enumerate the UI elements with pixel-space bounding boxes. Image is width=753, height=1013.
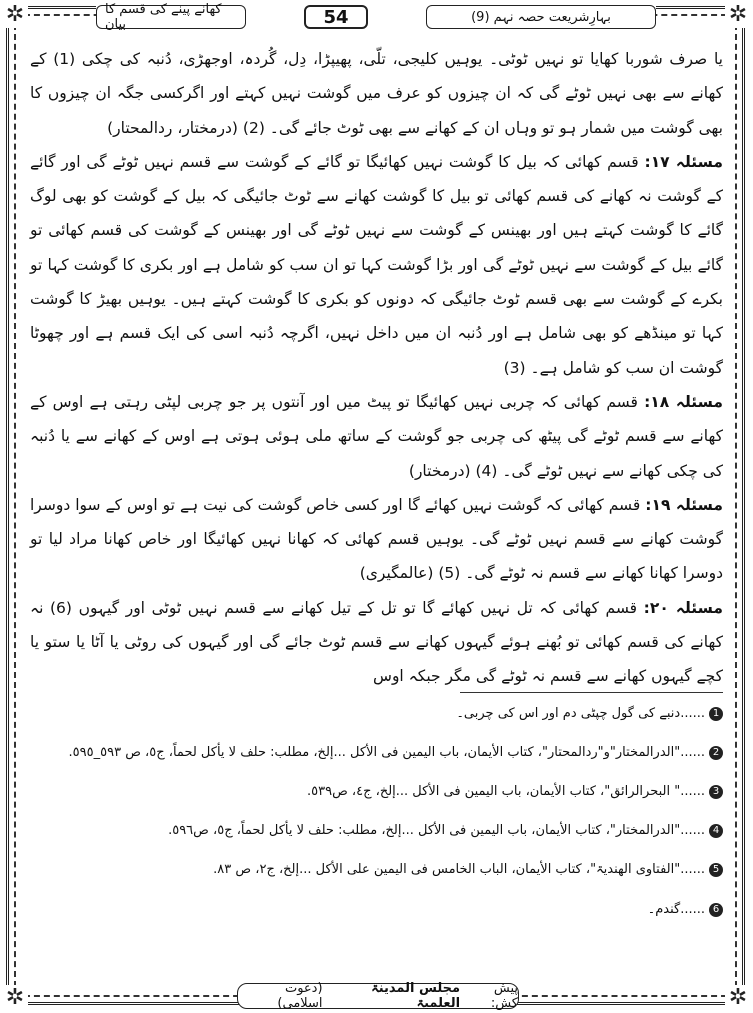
footnote-number: 5 [709, 863, 723, 877]
paragraph-text: یا صرف شوربا کھایا تو نہیں ٹوٹی۔ یوہیں کلیجی، تلّی، پھیپڑا، دِل، گُردہ، اوجھڑی، دُنبہ کی چکی (1) کے کھانے سے بھی نہیں ٹوٹے گی کہ ان چیزوں کو عرف میں گوشت نہیں کہتے اور اگرکسی جگہ ان چیزوں کا بھی گوشت میں شمار ہو تو وہاں ان کے کھانے سے بھی ٹوٹ جائے گی۔ (2) (درمختار، ردالمحتار) [30, 50, 723, 137]
footnote-4 [30, 823, 723, 838]
footnote-text: ......دنبے کی گول چپٹی دم اور اس کی چربی۔ [456, 706, 705, 721]
footnote-text: ......گندم۔ [647, 902, 705, 917]
paragraph-text: قسم کھائی کہ گوشت نہیں کھائے گا اور کسی خاص گوشت کی نیت ہے تو اوس کے سوا دوسرا گوشت کھانے سے قسم نہیں ٹوٹے گی۔ یوہیں قسم کھائی کہ کھانا نہیں کھائیگا اور خاص کھانا مراد لیا تو دوسرا کھانا کھانے سے قسم نہ ٹوٹے گی۔ (5) (عالمگیری) [30, 495, 723, 583]
corner-ornament-icon: ✲ [2, 2, 28, 28]
footnote-number: 3 [709, 785, 723, 799]
masala-17 [30, 145, 723, 385]
footnote-separator [460, 692, 723, 693]
footnote-6 [30, 902, 723, 917]
paragraph-text: قسم کھائی کہ تل نہیں کھائے گا تو تل کے تیل کھانے سے قسم نہیں ٹوٹی اور گیہوں (6) نہ کھانے کی قسم کھائی تو بُھنے ہوئے گیہوں کھانے سے قسم ٹوٹ جائے گی اور گیہوں کی روٹی یا آٹا یا ستو یا کچے گیہوں کھانے سے قسم نہ ٹوٹے گی مگر جبکہ اوس [30, 598, 723, 686]
footnote-2 [30, 745, 723, 760]
page-header [96, 2, 656, 32]
footnote-number: 6 [709, 903, 723, 917]
footnote-text: ......"الفتاوی الھندیۃ"، کتاب الأیمان، الباب الخامس فی الیمین علی الأکل ...إلخ، ج٢، ص ٨٣. [213, 862, 705, 877]
masala-18 [30, 385, 723, 488]
corner-ornament-icon: ✲ [725, 2, 751, 28]
publisher-name: مجلس المدینۃ العلمیۃ [371, 981, 461, 1011]
footnote-text: ......" البحرالرائق"، کتاب الأیمان، باب الیمین فی الأکل ...إلخ، ج٤، ص٥٣٩. [306, 784, 705, 799]
footnote-text: ......"الدرالمختار"و"ردالمحتار"، کتاب الأیمان، باب الیمین فی الأکل ...إلخ، مطلب: حلف لا یأکل لحماً، ج٥، ص ٥٩٣_٥٩٥. [68, 745, 705, 760]
footnote-number: 4 [709, 824, 723, 838]
page-footer [237, 983, 519, 1009]
paragraph [30, 42, 723, 145]
masala-20 [30, 591, 723, 694]
masala-label: مسئلہ ۲۰: [643, 598, 723, 617]
footer-prefix: پیش کش: [490, 981, 518, 1011]
footnote-text: ......"الدرالمختار"، کتاب الأیمان، باب الیمین فی الأکل ...إلخ، مطلب: حلف لا یأکل لحماً، ج٥، ص٥٩٦. [168, 823, 705, 838]
corner-ornament-icon: ✲ [725, 985, 751, 1011]
paragraph-text: قسم کھائی کہ چربی نہیں کھائیگا تو پیٹ میں اور آنتوں پر جو چربی لپٹی رہتی ہے اوس کے کھانے سے قسم ٹوٹے گی پیٹھ کی چربی جو گوشت کے ساتھ ملی ہوئی ہوتی ہے اوس کے کھانے سے یا دُنبہ کی چکی کھانے سے نہیں ٹوٹے گی۔ (4) (درمختار) [30, 392, 723, 480]
chapter-title: کھانے پینے کی قسم کا بیان [96, 5, 246, 29]
masala-label: مسئلہ ۱۹: [645, 495, 723, 514]
footnote-number: 1 [709, 707, 723, 721]
main-text [30, 42, 723, 694]
footer-suffix: (دعوت اسلامی) [277, 981, 323, 1011]
footnote-1 [30, 706, 723, 721]
page-number: 54 [304, 5, 368, 29]
masala-label: مسئلہ ۱۷: [644, 152, 723, 171]
footnote-5 [30, 862, 723, 877]
paragraph-text: قسم کھائی کہ بیل کا گوشت نہیں کھائیگا تو گائے کے گوشت سے قسم نہیں ٹوٹے گی اور گائے کے گوشت نہ کھانے کی قسم کھائی تو بیل کا گوشت کھانے سے ٹوٹ جائیگی کہ بیل کے گوشت کو بھی لوگ گائے کا گوشت کہتے ہیں اور بھینس کے گوشت سے نہیں ٹوٹے گی اور بھینس کے گوشت کی قسم کھائی تو گائے بیل کے گوشت سے نہیں ٹوٹے گی اور بڑا گوشت کہا تو ان سب کو شامل ہے اور بکری کا گوشت کہا تو بکرے کے گوشت سے بھی قسم ٹوٹ جائیگی کہ دونوں کو بکری کا گوشت کہتے ہیں۔ یوہیں بھیڑ کا گوشت کہا تو مینڈھے کو بھی شامل ہے اور دُنبہ ان میں داخل نہیں، اگرچہ دُنبہ اسی کی ایک قسم ہے اور چھوٹا گوشت ان سب کو شامل ہے۔ (3) [30, 152, 723, 377]
corner-ornament-icon: ✲ [2, 985, 28, 1011]
masala-19 [30, 488, 723, 591]
book-title: بہارِشریعت حصہ نہم (9) [426, 5, 656, 29]
masala-label: مسئلہ ۱۸: [644, 392, 723, 411]
footnote-number: 2 [709, 746, 723, 760]
footnote-3 [30, 784, 723, 799]
